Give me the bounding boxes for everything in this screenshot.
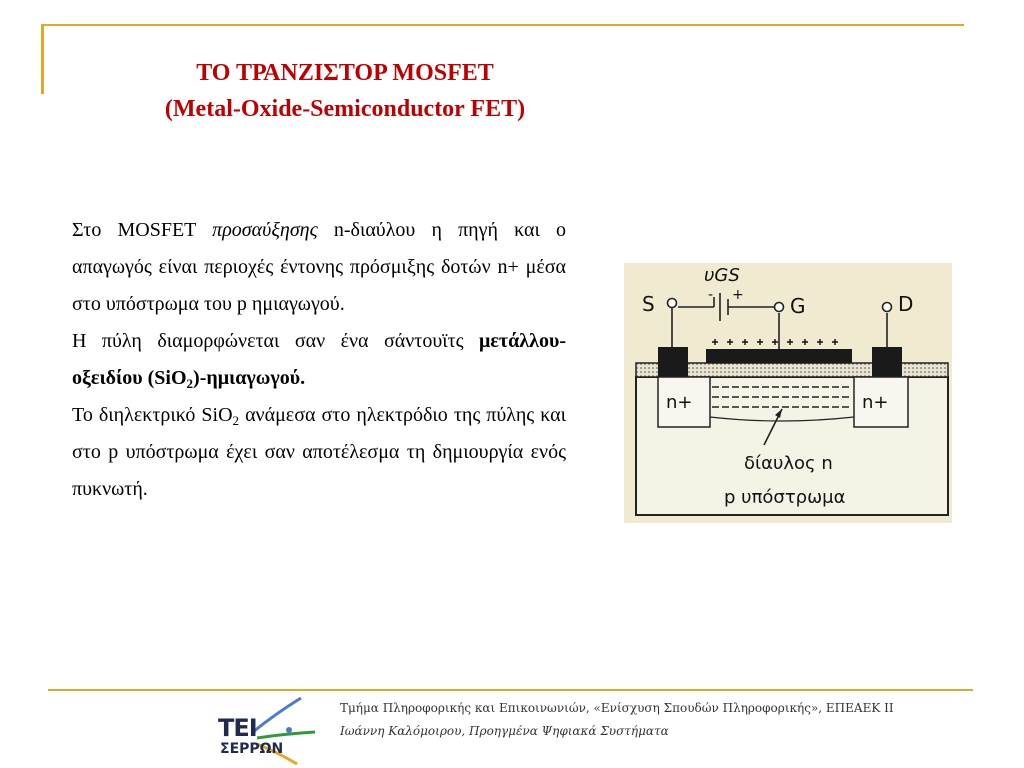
p2-text-a: Η πύλη διαμορφώνεται σαν ένα σάντουϊτς xyxy=(72,330,480,352)
logo-tei-text: ΤΕΙ xyxy=(218,714,257,742)
paragraph-3 xyxy=(72,397,566,508)
logo-serron-text: ΣΕΡΡΩΝ xyxy=(220,741,284,757)
battery-minus: - xyxy=(708,287,714,303)
mosfet-diagram xyxy=(624,263,952,523)
p2-bold-a: μετάλλου-οξειδίου (SiO xyxy=(72,330,566,389)
footer-line xyxy=(48,689,973,691)
vgs-label: υGS xyxy=(704,265,740,286)
p2-bold-b: )-ημιαγωγού. xyxy=(193,367,306,389)
top-accent-line xyxy=(43,24,964,26)
slide-title: ΤΟ ΤΡΑΝΖΙΣΤΟΡ MOSFET xyxy=(196,60,494,86)
p1-emphasis: προσαύξησης xyxy=(212,219,318,241)
drain-label: D xyxy=(898,292,914,316)
p1-text-b: n-διαύλου η πηγή και ο απαγωγός είναι περιοχές έντονης πρόσμιξης δοτών n+ μέσα στο υπόστρωμα του p ημιαγωγού. xyxy=(72,219,566,315)
p3-text-b: ανάμεσα στο ηλεκτρόδιο της πύλης και στο p υπόστρωμα έχει σαν αποτέλεσμα τη δημιουργία ενός πυκνωτή. xyxy=(72,404,567,500)
substrate-label: p υπόστρωμα xyxy=(724,487,846,508)
p2-subscript: 2 xyxy=(186,376,194,391)
footer-author: Ιωάννη Καλόμοιρου, Προηγμένα Ψηφιακά Συστήματα xyxy=(340,724,669,738)
paragraph-2 xyxy=(72,323,566,397)
p3-text-a: Το διηλεκτρικό SiO xyxy=(72,404,233,426)
slide-subtitle: (Metal-Oxide-Semiconductor FET) xyxy=(164,96,526,122)
p1-text-a: Στο MOSFET xyxy=(72,219,213,241)
gate-label: G xyxy=(790,294,806,318)
channel-label: δίαυλος n xyxy=(744,453,833,474)
n-plus-right: n+ xyxy=(862,392,889,413)
p3-subscript: 2 xyxy=(232,413,240,428)
paragraph-1 xyxy=(72,212,566,323)
body-text xyxy=(72,212,566,508)
battery-plus: + xyxy=(732,287,744,303)
source-label: S xyxy=(642,292,655,316)
footer-department: Τμήμα Πληροφορικής και Επικοινωνιών, «Ενίσχυση Σπουδών Πληροφορικής», ΕΠΕΑΕΚ ΙΙ xyxy=(340,701,894,715)
n-plus-left: n+ xyxy=(666,392,693,413)
